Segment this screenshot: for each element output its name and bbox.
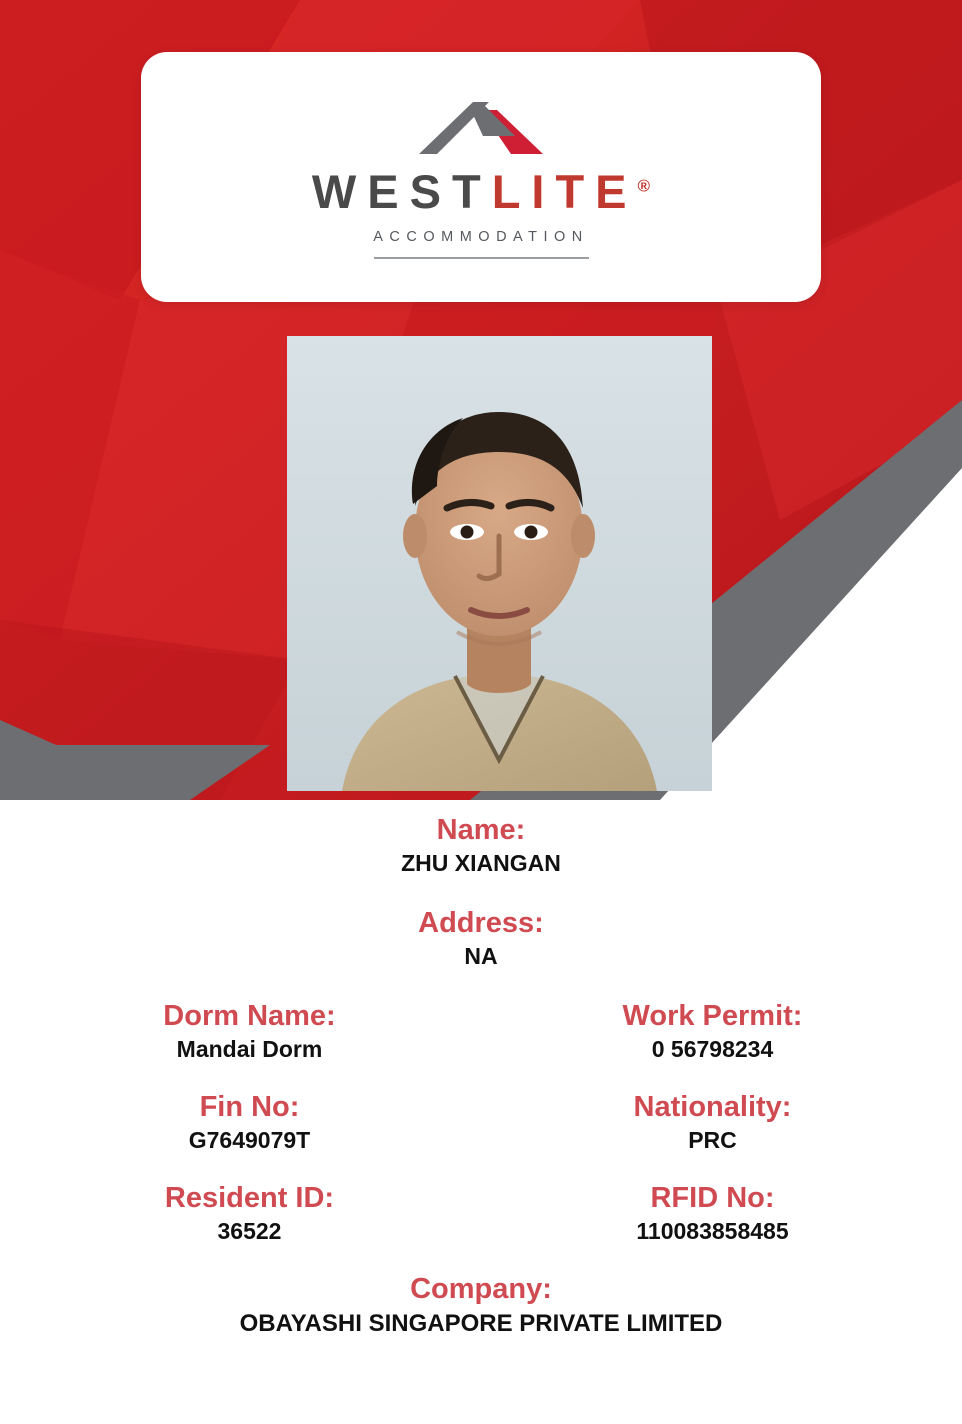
brand-logo-panel bbox=[141, 52, 821, 302]
details-row-3 bbox=[28, 1180, 934, 1247]
brand-wordmark-west: WEST bbox=[311, 164, 492, 218]
field-rfid-no bbox=[481, 1180, 934, 1247]
field-name bbox=[28, 812, 934, 879]
field-rfid-no-label: RFID No: bbox=[650, 1182, 775, 1214]
brand-tagline: ACCOMMODATION bbox=[373, 228, 589, 245]
westlite-roof-logo-icon bbox=[411, 96, 551, 162]
field-nationality-value: PRC bbox=[688, 1127, 737, 1154]
brand-wordmark bbox=[311, 164, 651, 218]
field-fin-no bbox=[28, 1089, 481, 1156]
field-company bbox=[28, 1271, 934, 1339]
field-company-value: OBAYASHI SINGAPORE PRIVATE LIMITED bbox=[239, 1310, 723, 1338]
field-address-value: NA bbox=[464, 943, 498, 970]
field-name-label: Name: bbox=[436, 814, 526, 846]
details-row-1 bbox=[28, 998, 934, 1065]
brand-wordmark-lite: LITE bbox=[491, 164, 638, 218]
registered-trademark-icon: ® bbox=[637, 175, 651, 195]
field-company-label: Company: bbox=[410, 1273, 552, 1305]
field-fin-no-label: Fin No: bbox=[199, 1091, 300, 1123]
resident-portrait-photo bbox=[287, 336, 712, 791]
brand-divider bbox=[374, 257, 589, 259]
field-name-value: ZHU XIANGAN bbox=[401, 850, 561, 877]
field-dorm-name bbox=[28, 998, 481, 1065]
field-fin-no-value: G7649079T bbox=[188, 1127, 311, 1154]
field-dorm-name-value: Mandai Dorm bbox=[176, 1036, 323, 1063]
field-nationality-label: Nationality: bbox=[633, 1091, 792, 1123]
resident-details bbox=[0, 812, 962, 1339]
field-address-label: Address: bbox=[418, 907, 544, 939]
field-rfid-no-value: 110083858485 bbox=[636, 1218, 789, 1245]
field-work-permit-label: Work Permit: bbox=[622, 1000, 803, 1032]
field-work-permit-value: 0 56798234 bbox=[651, 1036, 774, 1063]
details-row-2 bbox=[28, 1089, 934, 1156]
field-resident-id-value: 36522 bbox=[217, 1218, 282, 1245]
field-work-permit bbox=[481, 998, 934, 1065]
field-resident-id-label: Resident ID: bbox=[164, 1182, 335, 1214]
field-nationality bbox=[481, 1089, 934, 1156]
field-address bbox=[28, 905, 934, 972]
field-dorm-name-label: Dorm Name: bbox=[163, 1000, 336, 1032]
field-resident-id bbox=[28, 1180, 481, 1247]
